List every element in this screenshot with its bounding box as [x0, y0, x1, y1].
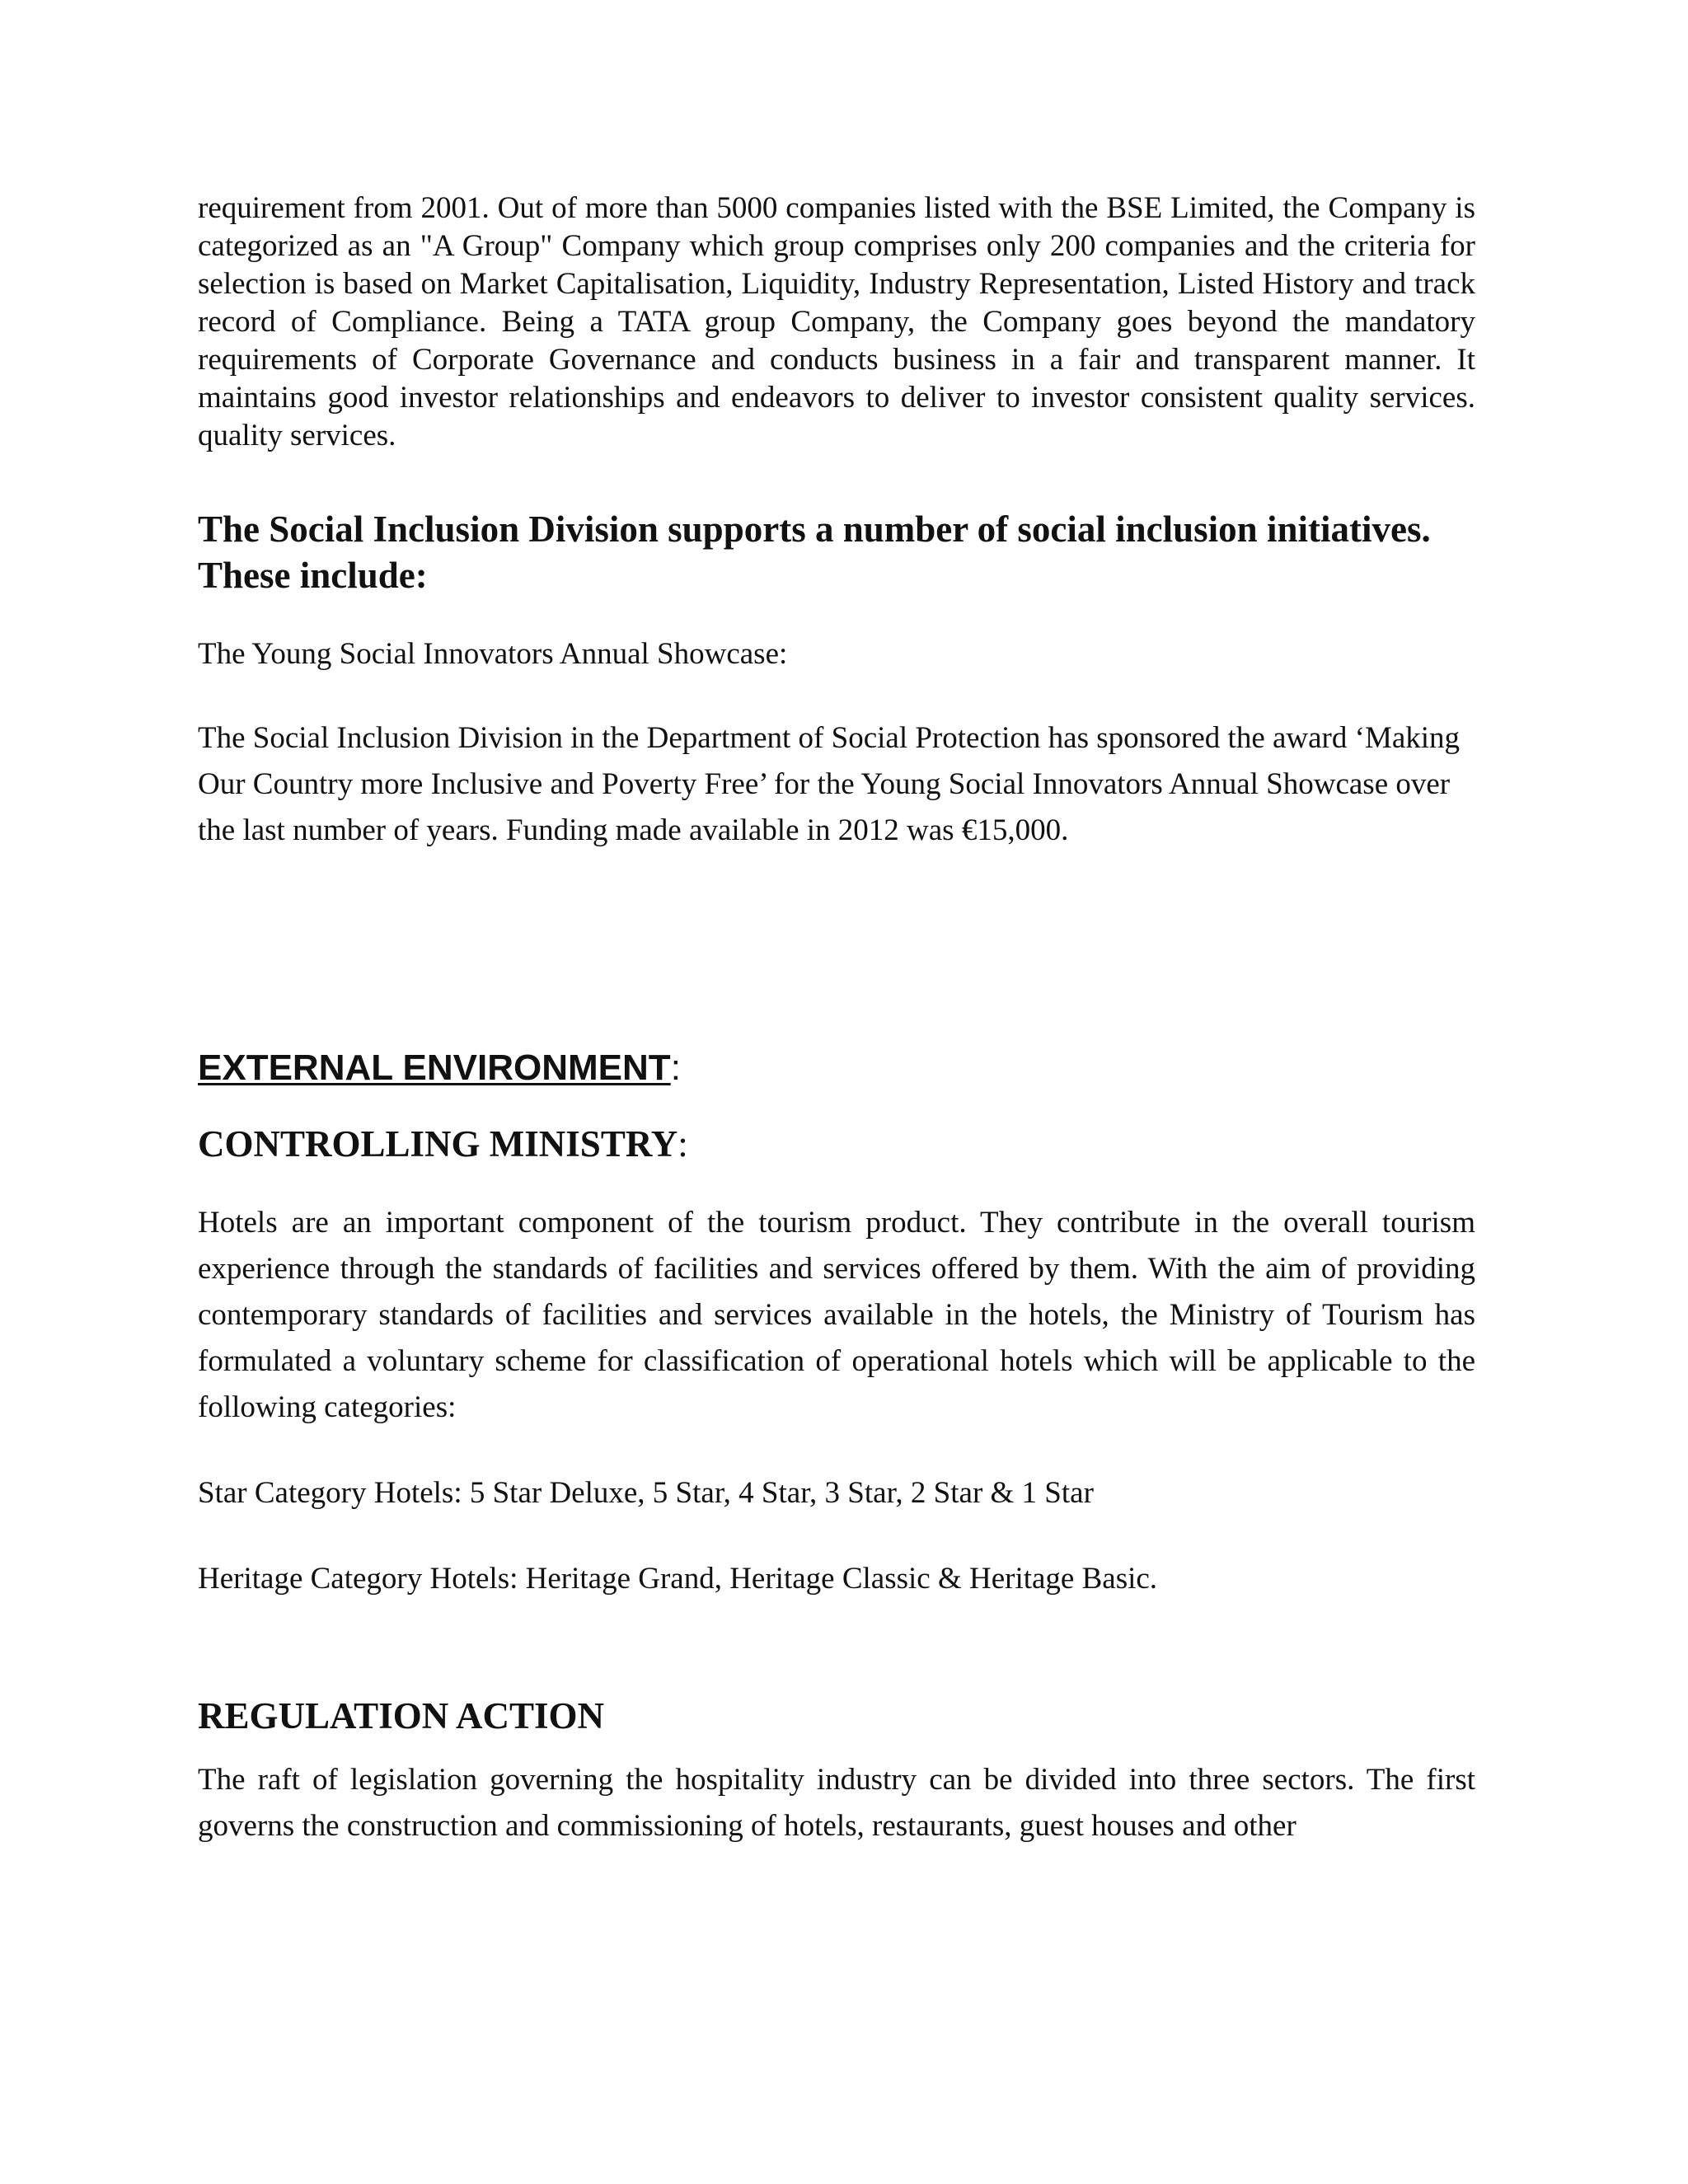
regulation-action-body: The raft of legislation governing the hospitality industry can be divided into three sectors. The first governs the construction and commissioning of hotels, restaurants, guest houses and other [198, 1763, 1475, 1843]
social-inclusion-heading: The Social Inclusion Division supports a number of social inclusion initiatives. These include: [198, 509, 1431, 596]
controlling-ministry-heading [198, 1121, 1475, 1167]
document-page [198, 190, 1475, 1849]
regulation-action-heading: REGULATION ACTION [198, 1695, 605, 1736]
external-environment-heading [198, 1045, 1475, 1091]
controlling-ministry-colon: : [678, 1123, 688, 1165]
young-social-innovators-subheading: The Young Social Innovators Annual Showcase: [198, 637, 788, 671]
heritage-category-line: Heritage Category Hotels: Heritage Grand, Heritage Classic & Heritage Basic. [198, 1562, 1158, 1596]
controlling-ministry-body: Hotels are an important component of the tourism product. They contribute in the overall tourism experience through the standards of facilities and services offered by them. With the aim of providing contemporary standards of facilities and services available in the hotels, the Ministry of Tourism has formulated a voluntary scheme for classification of operational hotels which will be applicable to the following categories: [198, 1206, 1475, 1424]
social-inclusion-body: The Social Inclusion Division in the Department of Social Protection has sponsored the award ‘Making Our Country more Inclusive and Poverty Free’ for the Young Social Innovators Annual Showcase over the last number of years. Funding made available in 2012 was €15,000. [198, 721, 1461, 847]
controlling-ministry-title: CONTROLLING MINISTRY [198, 1123, 678, 1165]
external-environment-colon: : [670, 1047, 681, 1088]
star-category-line: Star Category Hotels: 5 Star Deluxe, 5 Star, 4 Star, 3 Star, 2 Star & 1 Star [198, 1476, 1094, 1510]
external-environment-title: EXTERNAL ENVIRONMENT [198, 1047, 671, 1088]
intro-paragraph: requirement from 2001. Out of more than 5000 companies listed with the BSE Limited, the Company is categorized as an "A Group" Company which group comprises only 200 companies and the criteria for selection is based on Market Capitalisation, Liquidity, Industry Representation, Listed History and track record of Compliance. Being a TATA group Company, the Company goes beyond the mandatory requirements of Corporate Governance and conducts business in a fair and transparent manner. It maintains good investor relationships and endeavors to deliver to investor consistent quality services. quality services. [198, 191, 1475, 452]
